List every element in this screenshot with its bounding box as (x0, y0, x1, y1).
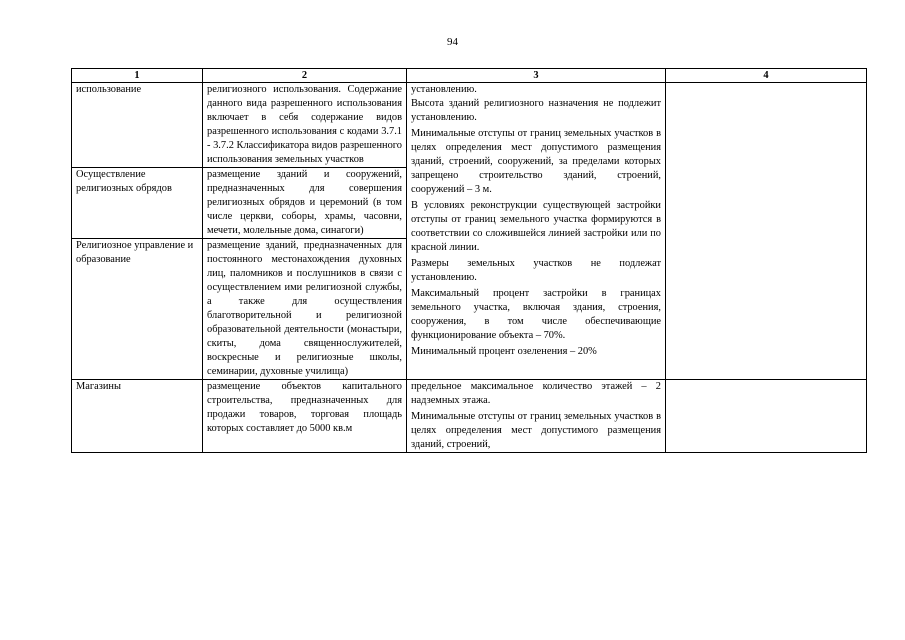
use-name-cell: Осуществление религиозных обрядов (72, 168, 203, 239)
use-description-cell: религиозного использования. Содержание данного вида разрешенного использования включает в себя содержание видов разрешенного использования с кодами 3.7.1 - 3.7.2 Классификатора видов разрешенного использования земельных участков (203, 83, 407, 168)
parameter-text: предельное максимальное количество этажей – 2 надземных этажа. (411, 381, 661, 406)
header-col-4: 4 (666, 69, 867, 83)
header-row (72, 69, 867, 83)
parameter-text: Минимальный процент озеленения – 20% (411, 346, 597, 357)
use-description-cell: размещение объектов капитального строительства, предназначенных для продажи товаров, торговая площадь которых составляет до 5000 кв.м (203, 380, 407, 453)
parameter-text: Минимальные отступы от границ земельных участков в целях определения мест допустимого размещения зданий, строений, сооружений, за пределами которых запрещено строительство зданий, строений, сооружений – 3 м. (411, 128, 661, 195)
table-row (72, 380, 867, 453)
parameter-text: Максимальный процент застройки в границах земельного участка, включая здания, строения, сооружения, в том числе обеспечивающие функционирование объекта – 70%. (411, 288, 661, 341)
parameter-text: Высота зданий религиозного назначения не подлежит установлению. (411, 98, 661, 123)
notes-cell (666, 83, 867, 380)
table-row (72, 83, 867, 168)
use-description-cell: размещение зданий, предназначенных для постоянного местонахождения духовных лиц, паломников и послушников в связи с осуществлением ими религиозной службы, а также для осуществления благотворительной и религиозной образовательной деятельности (монастыри, скиты, дома священнослужителей, воскресные и религиозные школы, семинарии, духовные училища) (203, 239, 407, 380)
parameter-text: Размеры земельных участков не подлежат установлению. (411, 258, 661, 283)
parameter-text: Минимальные отступы от границ земельных участков в целях определения мест допустимого размещения зданий, строений, (411, 411, 661, 450)
use-name-cell: Религиозное управление и образование (72, 239, 203, 380)
page-number: 94 (447, 36, 458, 48)
notes-cell (666, 380, 867, 453)
parameter-text: установлению. (411, 84, 477, 95)
parameters-cell (407, 83, 666, 380)
parameters-cell (407, 380, 666, 453)
header-col-3: 3 (407, 69, 666, 83)
header-col-2: 2 (203, 69, 407, 83)
use-name-cell: использование (72, 83, 203, 168)
parameter-text: В условиях реконструкции существующей застройки отступы от границ земельного участка формируются в соответствии со сложившейся линией застройки или по красной линии. (411, 200, 661, 253)
land-use-table (71, 68, 867, 453)
header-col-1: 1 (72, 69, 203, 83)
use-name-cell: Магазины (72, 380, 203, 453)
use-description-cell: размещение зданий и сооружений, предназначенных для совершения религиозных обрядов и церемоний (в том числе церкви, соборы, храмы, часовни, мечети, молельные дома, синагоги) (203, 168, 407, 239)
